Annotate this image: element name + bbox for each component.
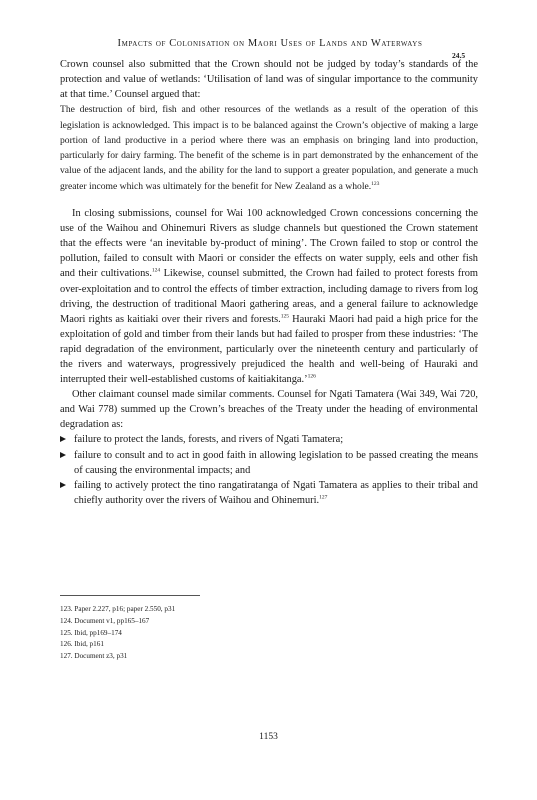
footnote-ref[interactable]: 126 [307, 373, 316, 380]
running-header: Impacts of Colonisation on Maori Uses of Lands and Waterways [117, 38, 423, 49]
triangle-bullet-icon [60, 452, 66, 458]
footnote-divider [60, 595, 200, 596]
paragraph-text: In closing submissions, counsel for Wai 100 acknowledged Crown concessions concerning the use of the Waihou and Ohinemuri Rivers as sludge channels but questioned the Crown statement that the effects were ‘an inevitable by-product of mining’. The Crown failed to stop or control the pollution, failed to consult with Maori or consider the effects on water supply, eels and other fish and their cultivations. [60, 208, 478, 280]
footnote: 127. Document z3, p31 [60, 652, 128, 661]
breaches-list [60, 432, 478, 507]
footnote: 123. Paper 2.227, p16; paper 2.550, p31 [60, 605, 176, 613]
paragraph-crown-counsel: Crown counsel also submitted that the Crown should not be judged by today’s standards of the protection and value of wetlands: ‘Utilisation of land was of singular importance to the community at that time.’ Counsel argued that: [60, 59, 478, 101]
footnote-ref[interactable]: 124 [151, 267, 161, 274]
footnote: 124. Document v1, pp165–167 [60, 616, 150, 625]
footnote: 125. Ibid, pp169–174 [60, 628, 122, 637]
footnote-ref[interactable]: 127 [319, 494, 328, 501]
page-number: 1153 [259, 732, 278, 742]
triangle-bullet-icon [60, 482, 66, 488]
triangle-bullet-icon [60, 436, 66, 442]
list-item: failing to actively protect the tino rangatiratanga of Ngati Tamatera as applies to their tribal and chiefly authority over the rivers of Waihou and Ohinemuri.$^{127}$ [60, 478, 478, 508]
list-item: failure to protect the lands, forests, and rivers of Ngati Tamatera; [60, 432, 478, 447]
paragraph-closing-submissions [60, 206, 478, 387]
footnotes [60, 604, 360, 663]
paragraph-other-counsel: Other claimant counsel made similar comments. Counsel for Ngati Tamatera (Wai 349, Wai 720, and Wai 778) summed up the Crown’s breaches of the Treaty under the heading of environmental degradation as: [60, 389, 478, 431]
footnote: 126. Ibid, p161 [60, 640, 104, 649]
paragraph-text: Hauraki Maori had paid a high price for the exploitation of gold and timber from their lands but had failed to prosper from these industries: ‘The rapid degradation of the environment, particularly over the nineteenth century and particularly of the rivers and waterways, progressively prejudiced the health and well-being of Hauraki and interrupted their well-established customs of kaitiakitanga.’ [60, 313, 478, 386]
main-text [60, 57, 478, 508]
list-item: failure to consult and to act in good faith in allowing legislation to be passed creating the means of causing the environmental impacts; and [60, 448, 478, 478]
block-quote [60, 102, 478, 194]
footnote-ref[interactable]: 125 [280, 313, 289, 320]
footnote-ref[interactable]: 123 [371, 180, 380, 187]
section-number: 24.5 [452, 51, 466, 60]
paragraph-text: Likewise, counsel submitted, the Crown had failed to protect forests from over-exploitation and to control the effects of timber extraction, including damage to rivers from log driving, the destruction of traditional Maori gathering areas, and a general failure to acknowledge Maori rights as kaitiaki over their rivers and forests. [60, 268, 478, 325]
quote-text: The destruction of bird, fish and other resources of the wetlands as a result of the operation of this legislation is acknowledged. This impact is to be balanced against the Crown’s objective of making a large portion of land productive in a period where there was an emphasis on bringing land into production, particularly for dairy farming. The benefit of the scheme is in part demonstrated by the enhancement of the value of the adjacent lands, and the ability for the land to support a greater population, and generate a much greater income which was ultimately for the benefit for New Zealand as a whole. [60, 104, 478, 192]
